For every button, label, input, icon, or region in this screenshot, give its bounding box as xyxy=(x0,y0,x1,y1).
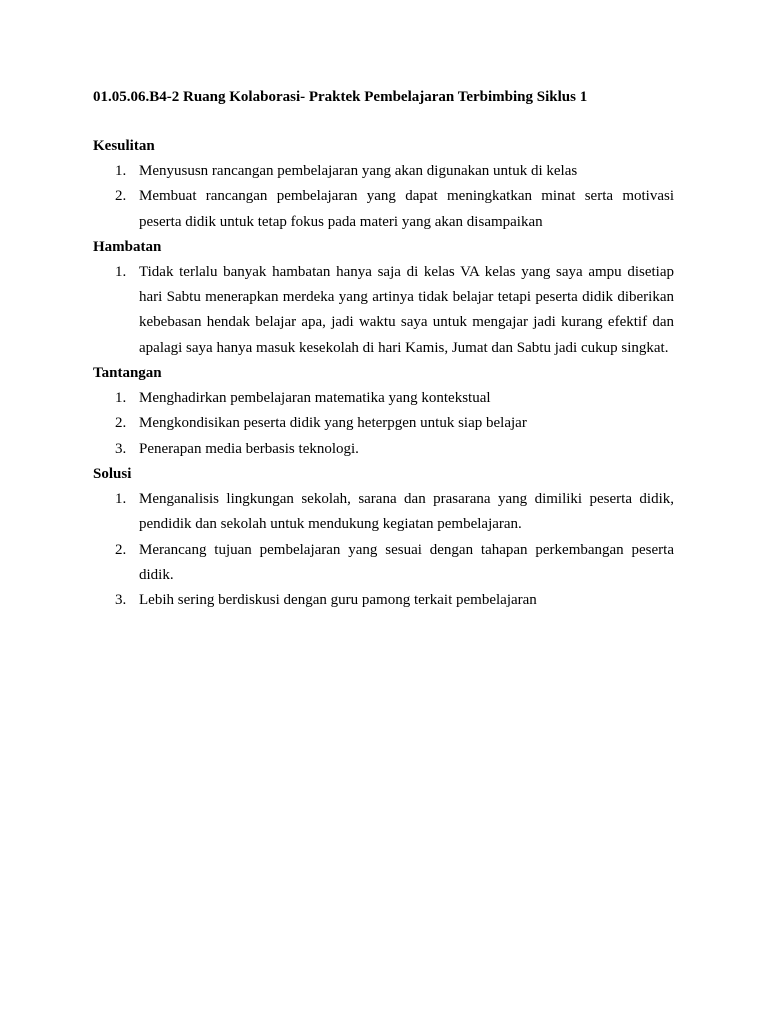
list-item-number: 1. xyxy=(115,490,127,507)
document-title: 01.05.06.B4-2 Ruang Kolaborasi- Praktek Pembelajaran Terbimbing Siklus 1 xyxy=(93,89,588,105)
section-tantangan xyxy=(93,361,674,462)
list-item xyxy=(93,538,674,589)
list-item-number: 2. xyxy=(115,541,127,558)
list-item-number: 2. xyxy=(115,415,127,432)
numbered-list xyxy=(93,487,674,613)
list-item xyxy=(93,411,674,436)
section-heading: Tantangan xyxy=(93,365,162,382)
list-item-number: 3. xyxy=(115,592,127,609)
list-item-text: Penerapan media berbasis teknologi. xyxy=(139,440,359,457)
list-item-number: 1. xyxy=(115,163,127,179)
list-item-number: 1. xyxy=(115,390,127,407)
document-body xyxy=(93,86,674,613)
list-item-number: 2. xyxy=(115,188,127,205)
list-item xyxy=(93,437,674,462)
numbered-list xyxy=(93,159,674,235)
list-item xyxy=(93,159,674,184)
list-item xyxy=(93,260,674,361)
list-item xyxy=(93,184,674,235)
section-heading: Solusi xyxy=(93,465,132,482)
numbered-list xyxy=(93,260,674,361)
list-item-text: Lebih sering berdiskusi dengan guru pamong terkait pembelajaran xyxy=(139,592,537,609)
section-heading: Kesulitan xyxy=(93,138,155,154)
list-item-number: 1. xyxy=(115,263,127,280)
section-hambatan xyxy=(93,235,674,361)
numbered-list xyxy=(93,386,674,462)
list-item-text: Menyususn rancangan pembelajaran yang akan digunakan untuk di kelas xyxy=(139,163,578,179)
list-item xyxy=(93,487,674,538)
section-kesulitan xyxy=(93,134,674,235)
list-item-text: Menganalisis lingkungan sekolah, sarana dan prasarana yang dimiliki peserta didik, pendidik dan sekolah untuk mendukung kegiatan pembelajaran. xyxy=(139,490,674,533)
section-heading: Hambatan xyxy=(93,238,162,255)
list-item-text: Membuat rancangan pembelajaran yang dapat meningkatkan minat serta motivasi peserta didik untuk tetap fokus pada materi yang akan disampaikan xyxy=(139,188,674,230)
list-item-text: Merancang tujuan pembelajaran yang sesuai dengan tahapan perkembangan peserta didik. xyxy=(139,541,674,583)
list-item-number: 3. xyxy=(115,440,127,457)
list-item xyxy=(93,588,674,613)
section-solusi xyxy=(93,462,674,613)
list-item-text: Tidak terlalu banyak hambatan hanya saja di kelas VA kelas yang saya ampu disetiap hari Sabtu menerapkan merdeka yang artinya tidak belajar tetapi peserta didik diberikan kebebasan hendak belajar apa, jadi waktu saya untuk mengajar jadi kurang efektif dan apalagi saya hanya masuk kesekolah di hari Kamis, Jumat dan Sabtu jadi cukup singkat. xyxy=(139,263,674,356)
list-item xyxy=(93,386,674,411)
list-item-text: Menghadirkan pembelajaran matematika yang kontekstual xyxy=(139,390,491,407)
list-item-text: Mengkondisikan peserta didik yang heterpgen untuk siap belajar xyxy=(139,415,527,432)
